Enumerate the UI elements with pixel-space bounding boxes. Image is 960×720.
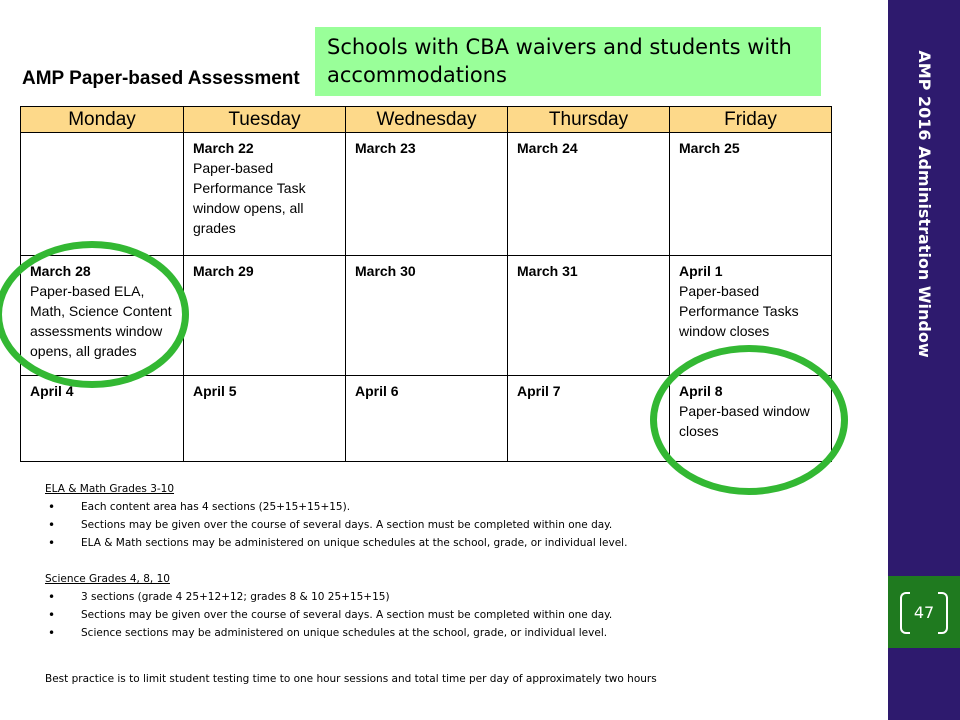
cell-date: March 29 xyxy=(193,263,254,280)
cell-date: April 6 xyxy=(355,382,399,399)
bullet-icon: • xyxy=(48,626,56,640)
science-heading: Science Grades 4, 8, 10 xyxy=(45,573,170,585)
cell-date: April 7 xyxy=(517,382,561,399)
cell-date: April 4 xyxy=(30,382,74,399)
list-item xyxy=(45,624,865,642)
cell-date: March 31 xyxy=(517,263,578,280)
calendar-cell xyxy=(184,133,346,256)
list-item xyxy=(45,534,865,552)
page-number: 47 xyxy=(913,603,935,622)
cell-date: March 22 xyxy=(193,140,254,156)
cell-date: April 1 xyxy=(679,263,723,280)
bullet-text: Sections may be given over the course of several days. A section must be completed within one day. xyxy=(81,519,613,531)
calendar-cell xyxy=(508,375,670,461)
cell-date: April 5 xyxy=(193,382,237,399)
calendar-cell xyxy=(21,375,184,461)
notes-section xyxy=(45,480,865,688)
bullet-text: 3 sections (grade 4 25+12+12; grades 8 & 10 25+15+15) xyxy=(81,591,390,603)
calendar-cell xyxy=(346,375,508,461)
calendar-cell xyxy=(346,256,508,375)
cell-date: March 25 xyxy=(679,140,740,156)
calendar-cell xyxy=(508,133,670,256)
bullet-text: Science sections may be administered on unique schedules at the school, grade, or individual level. xyxy=(81,627,608,639)
day-header-thursday: Thursday xyxy=(508,107,670,133)
bullet-text: Sections may be given over the course of several days. A section must be completed within one day. xyxy=(81,609,613,621)
calendar-header-row xyxy=(21,107,832,133)
calendar-cell xyxy=(670,133,832,256)
cell-date: March 23 xyxy=(355,140,416,156)
list-item xyxy=(45,516,865,534)
list-item xyxy=(45,588,865,606)
assessment-title: AMP Paper-based Assessment xyxy=(22,68,300,89)
bullet-icon: • xyxy=(48,590,56,604)
best-practice-text: Best practice is to limit student testing time to one hour sessions and total time per day of approximately two hours xyxy=(45,673,657,685)
highlight-circle-friday xyxy=(650,345,848,495)
calendar-cell xyxy=(184,256,346,375)
ela-math-bullets xyxy=(45,498,865,552)
day-header-wednesday: Wednesday xyxy=(346,107,508,133)
cell-date: March 30 xyxy=(355,263,416,280)
day-header-tuesday: Tuesday xyxy=(184,107,346,133)
ela-math-heading: ELA & Math Grades 3-10 xyxy=(45,483,175,495)
cell-date: March 28 xyxy=(30,263,91,280)
list-item xyxy=(45,498,865,516)
calendar-cell xyxy=(21,133,184,256)
day-header-friday: Friday xyxy=(670,107,832,133)
bullet-icon: • xyxy=(48,518,56,532)
bullet-text: ELA & Math sections may be administered on unique schedules at the school, grade, or individual level. xyxy=(81,537,628,549)
day-header-monday: Monday xyxy=(21,107,184,133)
highlight-circle-monday xyxy=(0,241,189,388)
science-bullets xyxy=(45,588,865,642)
cell-note: Paper-based Performance Task window opens, all grades xyxy=(193,160,306,236)
cell-note: Paper-based window closes xyxy=(679,402,810,439)
bullet-icon: • xyxy=(48,536,56,550)
cell-note: Paper-based ELA, Math, Science Content assessments window opens, all grades xyxy=(30,283,172,360)
calendar-cell xyxy=(346,133,508,256)
bullet-text: Each content area has 4 sections (25+15+15+15). xyxy=(81,501,351,513)
callout-box: Schools with CBA waivers and students with accommodations xyxy=(315,27,821,96)
calendar-cell xyxy=(184,375,346,461)
bullet-icon: • xyxy=(48,500,56,514)
cell-date: April 8 xyxy=(679,382,723,399)
bullet-icon: • xyxy=(48,608,56,622)
calendar-cell xyxy=(508,256,670,375)
sidebar-title: AMP 2016 Administration Window xyxy=(915,50,934,358)
cell-note: Paper-based Performance Tasks window closes xyxy=(679,283,799,340)
list-item xyxy=(45,606,865,624)
cell-date: March 24 xyxy=(517,140,578,156)
calendar-week-row xyxy=(21,133,832,256)
